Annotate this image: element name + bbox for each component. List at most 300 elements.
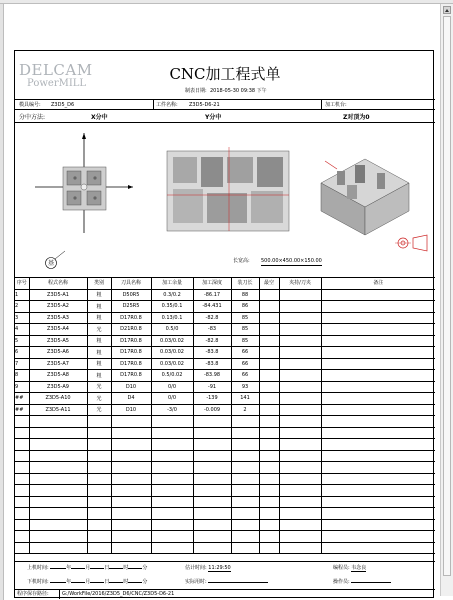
table-cell — [193, 531, 231, 543]
scroll-up-icon[interactable] — [443, 6, 451, 14]
table-cell — [321, 381, 435, 393]
table-cell — [279, 485, 321, 497]
table-cell: 66 — [231, 347, 259, 359]
table-cell: Z3D5-A9 — [29, 381, 87, 393]
empty-table-row — [15, 531, 435, 543]
table-cell — [193, 416, 231, 428]
table-cell — [29, 496, 87, 508]
table-cell — [259, 496, 279, 508]
table-cell — [87, 542, 111, 554]
table-cell — [321, 462, 435, 474]
actual-time — [185, 579, 268, 585]
empty-table-row — [15, 416, 435, 428]
table-cell: D21R0.8 — [111, 324, 151, 336]
table-cell — [87, 439, 111, 451]
table-cell: 粗 — [87, 301, 111, 313]
table-cell: Z3D5-A3 — [29, 312, 87, 324]
table-cell: -83 — [193, 324, 231, 336]
table-cell — [321, 519, 435, 531]
table-cell — [279, 450, 321, 462]
table-cell — [231, 416, 259, 428]
table-cell — [87, 531, 111, 543]
table-cell — [111, 531, 151, 543]
table-cell: 3 — [15, 312, 29, 324]
table-cell — [259, 358, 279, 370]
table-cell — [193, 508, 231, 520]
table-cell — [29, 439, 87, 451]
table-cell — [151, 473, 193, 485]
estimated-time-label: 估计时间: — [185, 565, 207, 571]
table-cell — [259, 381, 279, 393]
table-cell — [321, 312, 435, 324]
table-cell — [321, 370, 435, 382]
table-cell: Z3D5-A8 — [29, 370, 87, 382]
programmer-label: 编程员: — [333, 565, 350, 571]
table-cell — [231, 542, 259, 554]
table-cell — [259, 462, 279, 474]
table-cell: -83.98 — [193, 370, 231, 382]
table-cell — [279, 462, 321, 474]
end-time-row: 下机时间: 年 月 日 时 分 — [27, 579, 148, 585]
table-cell — [29, 462, 87, 474]
table-cell — [15, 519, 29, 531]
table-cell — [279, 496, 321, 508]
table-cell: 141 — [231, 393, 259, 405]
table-cell — [15, 473, 29, 485]
table-cell — [321, 301, 435, 313]
table-cell: 93 — [231, 381, 259, 393]
table-cell — [279, 324, 321, 336]
table-cell — [259, 416, 279, 428]
table-cell — [279, 312, 321, 324]
table-cell: -84.431 — [193, 301, 231, 313]
table-cell: 85 — [231, 312, 259, 324]
table-cell: 2 — [231, 404, 259, 416]
table-cell — [151, 508, 193, 520]
table-cell: ## — [15, 393, 29, 405]
split-method-label: 分中方法: — [19, 114, 46, 121]
table-cell — [111, 508, 151, 520]
table-cell — [29, 531, 87, 543]
table-cell: D17R0.8 — [111, 358, 151, 370]
table-cell — [29, 416, 87, 428]
table-cell: 0.13/0.1 — [151, 312, 193, 324]
table-cell: 0.03/0.02 — [151, 358, 193, 370]
table-cell: 0.03/0.02 — [151, 347, 193, 359]
table-cell: Z3D5-A10 — [29, 393, 87, 405]
programmer — [333, 565, 366, 571]
table-cell — [259, 450, 279, 462]
table-cell — [259, 312, 279, 324]
table-cell: 86 — [231, 301, 259, 313]
table-cell — [321, 485, 435, 497]
table-cell: 66 — [231, 370, 259, 382]
table-cell: D50R5 — [111, 289, 151, 301]
table-cell: 粗 — [87, 370, 111, 382]
table-row — [15, 393, 435, 405]
table-cell: -3/0 — [151, 404, 193, 416]
table-row — [15, 404, 435, 416]
table-cell — [321, 496, 435, 508]
empty-table-row — [15, 462, 435, 474]
scrollbar-thumb[interactable] — [443, 16, 451, 576]
table-cell — [279, 347, 321, 359]
program-sheet — [14, 50, 434, 598]
empty-table-row — [15, 508, 435, 520]
table-cell — [151, 496, 193, 508]
table-cell — [111, 542, 151, 554]
table-cell — [279, 542, 321, 554]
table-cell — [151, 485, 193, 497]
table-cell: 66 — [231, 358, 259, 370]
table-cell — [15, 427, 29, 439]
col-stock: 加工余量 — [151, 277, 193, 289]
table-cell: -86.17 — [193, 289, 231, 301]
empty-table-row — [15, 427, 435, 439]
table-cell — [111, 427, 151, 439]
table-cell — [279, 473, 321, 485]
empty-table-row — [15, 450, 435, 462]
table-row — [15, 335, 435, 347]
table-cell — [259, 439, 279, 451]
table-cell — [321, 531, 435, 543]
table-cell — [259, 393, 279, 405]
front-view-drawing — [167, 147, 289, 231]
table-cell: -139 — [193, 393, 231, 405]
table-cell — [111, 485, 151, 497]
table-cell: 88 — [231, 289, 259, 301]
table-cell: 4 — [15, 324, 29, 336]
table-cell — [87, 462, 111, 474]
table-cell: D10 — [111, 381, 151, 393]
split-z: Z对顶为0 — [343, 114, 370, 121]
col-program-name: 程式名称 — [29, 277, 87, 289]
table-cell — [259, 508, 279, 520]
table-cell — [259, 485, 279, 497]
table-cell: 粗 — [87, 358, 111, 370]
table-cell: D10 — [111, 404, 151, 416]
table-cell — [259, 301, 279, 313]
vertical-scrollbar[interactable] — [440, 4, 453, 596]
table-cell — [29, 519, 87, 531]
table-cell — [231, 462, 259, 474]
empty-table-row — [15, 473, 435, 485]
programmer-value: 韦念良 — [351, 565, 367, 571]
part-name-label: 工件名称: — [156, 102, 178, 108]
table-row — [15, 358, 435, 370]
table-cell — [15, 416, 29, 428]
end-time-label: 下机时间: — [27, 579, 49, 585]
table-cell — [321, 508, 435, 520]
empty-table-row — [15, 496, 435, 508]
table-row — [15, 301, 435, 313]
table-cell: 粗 — [87, 289, 111, 301]
table-cell: Z3D5-A4 — [29, 324, 87, 336]
table-cell: -83.8 — [193, 358, 231, 370]
table-cell — [321, 335, 435, 347]
table-cell — [279, 381, 321, 393]
page-title: CNC加工程式单 — [169, 65, 281, 83]
table-cell — [321, 347, 435, 359]
operator — [333, 579, 391, 585]
table-cell — [231, 496, 259, 508]
col-remarks: 备注 — [321, 277, 435, 289]
table-cell: D17R0.8 — [111, 370, 151, 382]
actual-time-label: 实际用时: — [185, 579, 207, 585]
table-cell — [151, 462, 193, 474]
table-cell: -83.8 — [193, 347, 231, 359]
table-cell: Z3D5-A7 — [29, 358, 87, 370]
table-cell: 1 — [15, 289, 29, 301]
empty-table-row — [15, 485, 435, 497]
top-view-drawing — [35, 133, 133, 269]
table-cell: D25R5 — [111, 301, 151, 313]
size-label: 长宽高: — [233, 258, 250, 264]
table-cell — [231, 485, 259, 497]
start-time-row: 上机时间: 年 月 日 时 分 — [27, 565, 148, 571]
table-cell — [15, 508, 29, 520]
table-cell: 85 — [231, 335, 259, 347]
table-cell — [15, 485, 29, 497]
table-cell: 9 — [15, 381, 29, 393]
table-cell: 0.35/0.1 — [151, 301, 193, 313]
table-cell — [279, 404, 321, 416]
table-cell — [259, 404, 279, 416]
table-cell: 5 — [15, 335, 29, 347]
table-cell — [259, 347, 279, 359]
col-tool: 刀具名称 — [111, 277, 151, 289]
table-cell — [231, 531, 259, 543]
table-cell: -82.8 — [193, 335, 231, 347]
table-cell: 0/0 — [151, 393, 193, 405]
table-cell — [15, 496, 29, 508]
table-cell — [279, 358, 321, 370]
table-cell: 粗 — [87, 335, 111, 347]
table-cell — [321, 393, 435, 405]
table-cell — [29, 485, 87, 497]
date-label: 制表日期: — [185, 88, 207, 94]
table-cell — [279, 335, 321, 347]
table-cell: 6 — [15, 347, 29, 359]
empty-table-row — [15, 519, 435, 531]
table-cell — [321, 542, 435, 554]
table-cell — [151, 427, 193, 439]
table-cell — [279, 393, 321, 405]
table-cell — [321, 439, 435, 451]
table-cell — [151, 531, 193, 543]
mold-number-value: Z3D5_D6 — [51, 102, 75, 108]
table-cell: 光 — [87, 324, 111, 336]
table-cell — [87, 508, 111, 520]
table-cell — [231, 439, 259, 451]
table-cell: Z3D5-A5 — [29, 335, 87, 347]
table-cell — [193, 485, 231, 497]
table-cell: 0.5/0 — [151, 324, 193, 336]
table-cell — [321, 289, 435, 301]
split-x: X分中 — [91, 114, 108, 121]
table-cell: Z3D5-A1 — [29, 289, 87, 301]
base-mark: 基 — [47, 260, 54, 267]
table-cell — [15, 542, 29, 554]
save-path-label: 程序保存路径: — [17, 591, 49, 597]
window-top-bar — [0, 0, 453, 4]
table-cell — [87, 473, 111, 485]
estimated-time — [185, 565, 231, 571]
table-cell — [193, 519, 231, 531]
operator-label: 操作员: — [333, 579, 350, 585]
table-cell — [259, 427, 279, 439]
delcam-logo — [19, 63, 93, 89]
table-cell — [279, 519, 321, 531]
window-left-edge — [0, 4, 4, 600]
table-cell — [15, 531, 29, 543]
table-cell — [111, 519, 151, 531]
table-cell: 85 — [231, 324, 259, 336]
table-cell — [15, 439, 29, 451]
table-cell — [259, 519, 279, 531]
table-cell — [259, 370, 279, 382]
table-cell: D17R0.8 — [111, 312, 151, 324]
table-cell — [193, 542, 231, 554]
table-cell — [151, 416, 193, 428]
table-cell — [231, 450, 259, 462]
empty-table-row — [15, 542, 435, 554]
table-cell: D17R0.8 — [111, 335, 151, 347]
projection-symbol — [395, 235, 427, 251]
iso-view-drawing — [321, 159, 409, 235]
start-time-label: 上机时间: — [27, 565, 49, 571]
logo-powermill-text: PowerMILL — [27, 78, 87, 89]
table-cell — [259, 531, 279, 543]
table-row — [15, 289, 435, 301]
size-value: 500.00×450.00×150.00 — [261, 258, 322, 264]
table-row — [15, 381, 435, 393]
col-depth: 加工深度 — [193, 277, 231, 289]
table-cell — [259, 473, 279, 485]
table-cell — [193, 439, 231, 451]
table-cell — [87, 450, 111, 462]
part-name-value: Z3D5-D6-21 — [189, 102, 220, 108]
col-clearance: 最空 — [259, 277, 279, 289]
table-cell: 0/0 — [151, 381, 193, 393]
table-cell — [259, 335, 279, 347]
table-cell — [111, 496, 151, 508]
table-cell — [321, 427, 435, 439]
split-y: Y分中 — [205, 114, 222, 121]
table-cell — [151, 519, 193, 531]
col-holder: 夹持/刀夹 — [279, 277, 321, 289]
table-cell — [29, 508, 87, 520]
table-cell — [321, 450, 435, 462]
table-cell — [279, 439, 321, 451]
table-cell: 0.5/0.02 — [151, 370, 193, 382]
table-cell — [279, 508, 321, 520]
table-cell — [231, 519, 259, 531]
table-cell — [15, 462, 29, 474]
table-cell: 粗 — [87, 347, 111, 359]
machine-label: 加工机台: — [325, 102, 347, 108]
table-cell — [29, 427, 87, 439]
col-index: 序号 — [15, 277, 29, 289]
empty-table-row — [15, 439, 435, 451]
col-type: 类别 — [87, 277, 111, 289]
date-value: 2018-05-30 09:38 下午 — [210, 88, 267, 94]
table-cell — [193, 462, 231, 474]
table-cell: D17R0.8 — [111, 347, 151, 359]
table-cell — [193, 427, 231, 439]
mold-number-label: 模具编号: — [19, 102, 41, 108]
operations-table — [15, 277, 435, 554]
table-cell — [231, 508, 259, 520]
table-cell: 光 — [87, 404, 111, 416]
table-cell: 7 — [15, 358, 29, 370]
table-cell — [111, 450, 151, 462]
table-cell — [87, 496, 111, 508]
table-cell — [321, 473, 435, 485]
table-cell: -91 — [193, 381, 231, 393]
table-cell: Z3D5-A2 — [29, 301, 87, 313]
table-cell — [259, 542, 279, 554]
table-cell: 粗 — [87, 312, 111, 324]
table-cell — [321, 404, 435, 416]
table-cell — [321, 358, 435, 370]
table-cell — [321, 416, 435, 428]
col-tool-length: 装刀长 — [231, 277, 259, 289]
table-cell — [193, 496, 231, 508]
save-path-value: G:/WorkFile/2016/Z3D5_D6/CNC/Z3D5-D6-21 — [62, 591, 175, 597]
table-cell — [279, 289, 321, 301]
table-cell — [151, 542, 193, 554]
table-cell: D4 — [111, 393, 151, 405]
logo-delcam-text: DELCAM — [19, 61, 93, 79]
table-cell — [193, 450, 231, 462]
table-cell — [193, 473, 231, 485]
table-row — [15, 347, 435, 359]
table-header-row — [15, 277, 435, 289]
table-cell: ## — [15, 404, 29, 416]
table-cell — [111, 416, 151, 428]
table-row — [15, 370, 435, 382]
table-cell — [151, 450, 193, 462]
table-cell: 光 — [87, 393, 111, 405]
table-cell: Z3D5-A6 — [29, 347, 87, 359]
table-cell: -82.8 — [193, 312, 231, 324]
table-cell — [87, 427, 111, 439]
table-cell: Z3D5-A11 — [29, 404, 87, 416]
table-cell — [87, 416, 111, 428]
table-cell — [279, 427, 321, 439]
table-cell — [111, 473, 151, 485]
table-row — [15, 312, 435, 324]
table-cell: 8 — [15, 370, 29, 382]
table-cell — [259, 289, 279, 301]
table-cell — [259, 324, 279, 336]
table-cell: 0.03/0.02 — [151, 335, 193, 347]
table-cell — [29, 473, 87, 485]
table-cell — [87, 519, 111, 531]
table-cell — [151, 439, 193, 451]
table-cell: 2 — [15, 301, 29, 313]
table-cell — [87, 485, 111, 497]
table-cell — [111, 462, 151, 474]
table-cell: 光 — [87, 381, 111, 393]
table-cell: 0.3/0.2 — [151, 289, 193, 301]
table-cell — [29, 450, 87, 462]
table-cell — [279, 531, 321, 543]
estimated-time-value: 11:29:50 — [208, 565, 231, 571]
table-cell — [29, 542, 87, 554]
table-row — [15, 324, 435, 336]
